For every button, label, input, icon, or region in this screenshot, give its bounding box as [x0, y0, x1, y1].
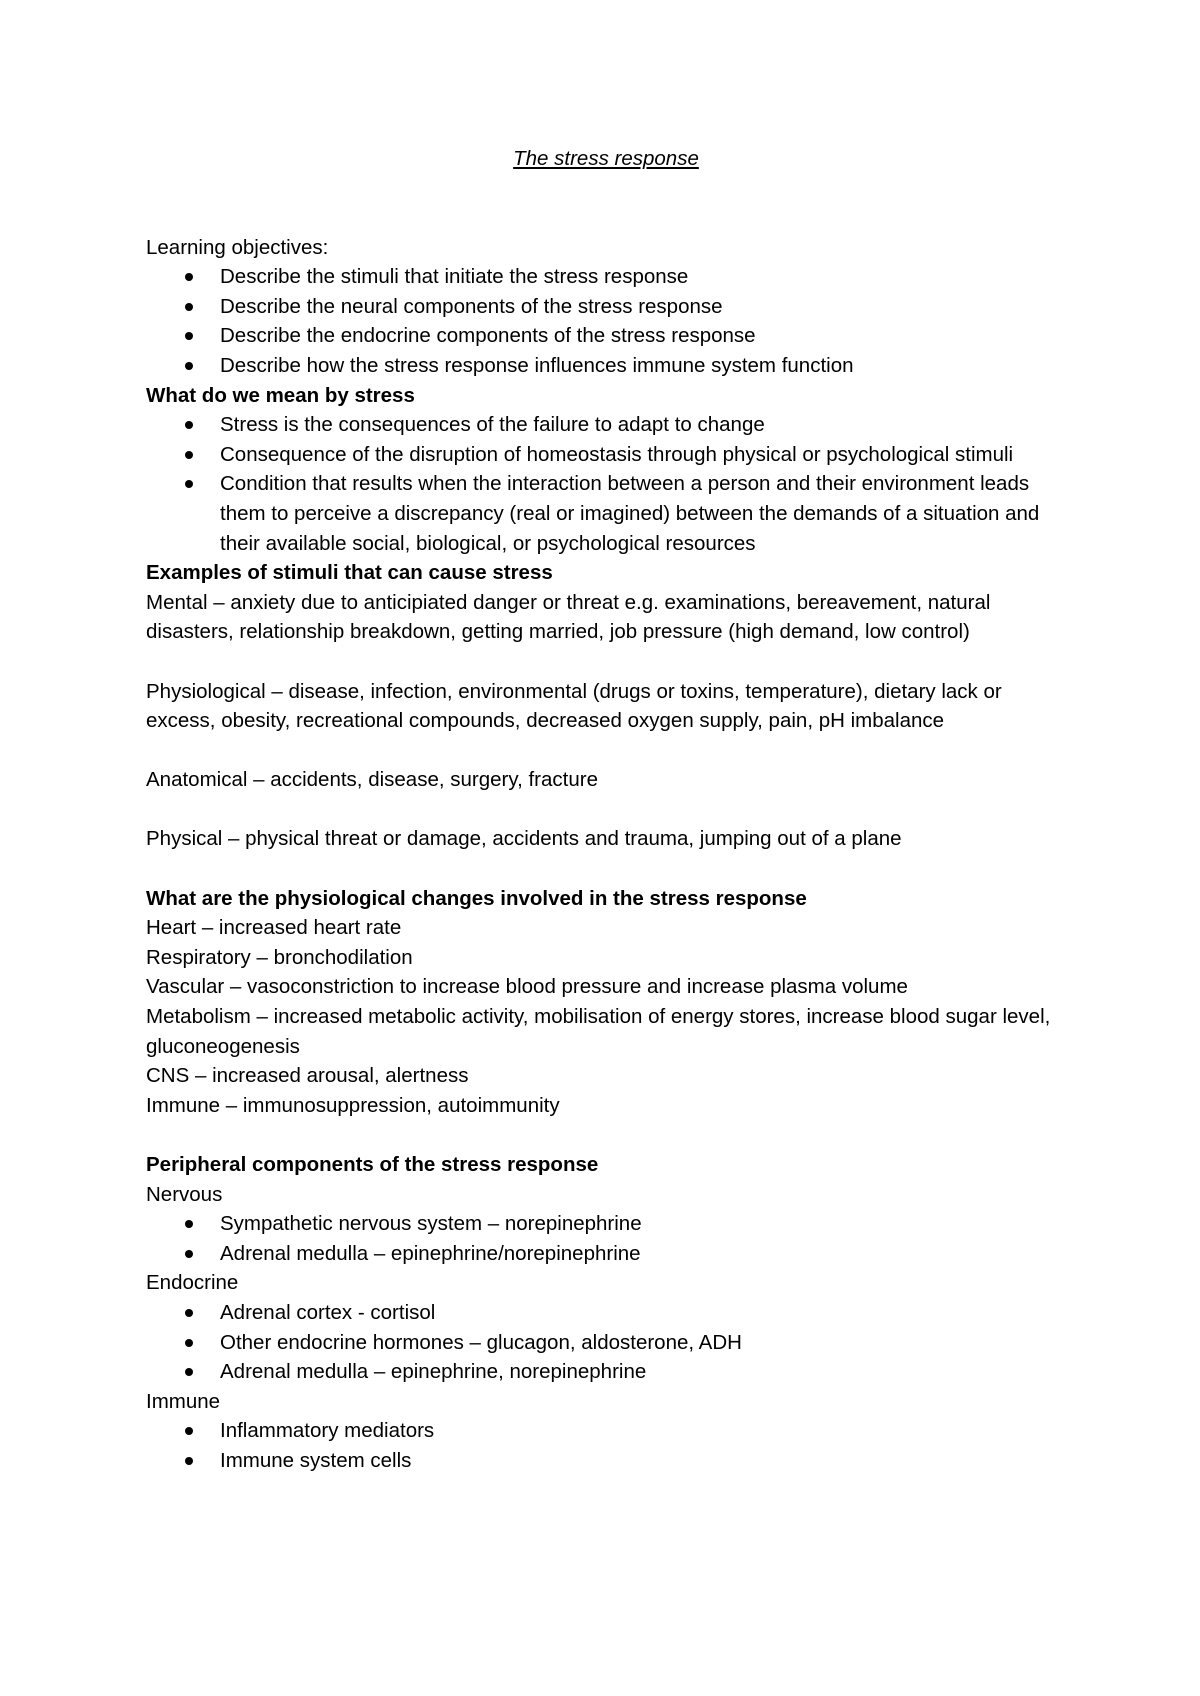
list-item: Describe the neural components of the stress response [220, 292, 1066, 322]
section-heading: What do we mean by stress [146, 383, 415, 407]
stimuli-anatomical: Anatomical – accidents, disease, surgery, fracture [146, 768, 598, 792]
change-line: CNS – increased arousal, alertness [146, 1064, 469, 1088]
nervous-label: Nervous [146, 1182, 223, 1206]
immune-label: Immune [146, 1389, 221, 1413]
spacer [146, 647, 1066, 677]
spacer [146, 736, 1066, 766]
spacer [146, 795, 1066, 825]
nervous-list [146, 1209, 1066, 1268]
document-body [146, 144, 1066, 1476]
list-item: Adrenal cortex - cortisol [220, 1298, 1066, 1328]
list-item: Consequence of the disruption of homeostasis through physical or psychological stimuli [220, 440, 1066, 470]
list-item: Adrenal medulla – epinephrine, norepinephrine [220, 1357, 1066, 1387]
list-item: Stress is the consequences of the failure to adapt to change [220, 410, 1066, 440]
section-heading: Examples of stimuli that can cause stress [146, 561, 553, 585]
list-item: Sympathetic nervous system – norepinephrine [220, 1209, 1066, 1239]
spacer [146, 854, 1066, 884]
immune-list [146, 1416, 1066, 1475]
spacer [146, 1120, 1066, 1150]
list-item: Condition that results when the interaction between a person and their environment leads them to perceive a discrepancy (real or imagined) between the demands of a situation and their available social, biological, or psychological resources [220, 469, 1066, 558]
change-line: Immune – immunosuppression, autoimmunity [146, 1093, 560, 1117]
endocrine-label: Endocrine [146, 1271, 239, 1295]
list-item: Describe the endocrine components of the stress response [220, 321, 1066, 351]
endocrine-list [146, 1298, 1066, 1387]
change-line: Respiratory – bronchodilation [146, 945, 413, 969]
list-item: Other endocrine hormones – glucagon, aldosterone, ADH [220, 1328, 1066, 1358]
spacer [146, 174, 1066, 233]
list-item: Describe the stimuli that initiate the stress response [220, 262, 1066, 292]
stimuli-mental: Mental – anxiety due to anticipiated danger or threat e.g. examinations, bereavement, natural disasters, relationship breakdown, getting married, job pressure (high demand, low control) [146, 590, 991, 644]
stimuli-physiological: Physiological – disease, infection, environmental (drugs or toxins, temperature), dietary lack or excess, obesity, recreational compounds, decreased oxygen supply, pain, pH imbalance [146, 679, 1002, 733]
document-title: The stress response [513, 147, 699, 170]
section-heading: Peripheral components of the stress response [146, 1153, 599, 1176]
section-heading: What are the physiological changes involved in the stress response [146, 886, 807, 910]
learning-objectives-label: Learning objectives: [146, 235, 329, 259]
stimuli-physical: Physical – physical threat or damage, accidents and trauma, jumping out of a plane [146, 827, 902, 851]
list-item: Describe how the stress response influences immune system function [220, 351, 1066, 381]
change-line: Metabolism – increased metabolic activity, mobilisation of energy stores, increase blood sugar level, gluconeogenesis [146, 1005, 1051, 1058]
list-item: Immune system cells [220, 1446, 1066, 1476]
stress-meaning-list [146, 410, 1066, 558]
learning-objectives-list [146, 262, 1066, 380]
list-item: Inflammatory mediators [220, 1416, 1066, 1446]
change-line: Vascular – vasoconstriction to increase blood pressure and increase plasma volume [146, 975, 908, 999]
list-item: Adrenal medulla – epinephrine/norepinephrine [220, 1239, 1066, 1269]
change-line: Heart – increased heart rate [146, 916, 402, 940]
